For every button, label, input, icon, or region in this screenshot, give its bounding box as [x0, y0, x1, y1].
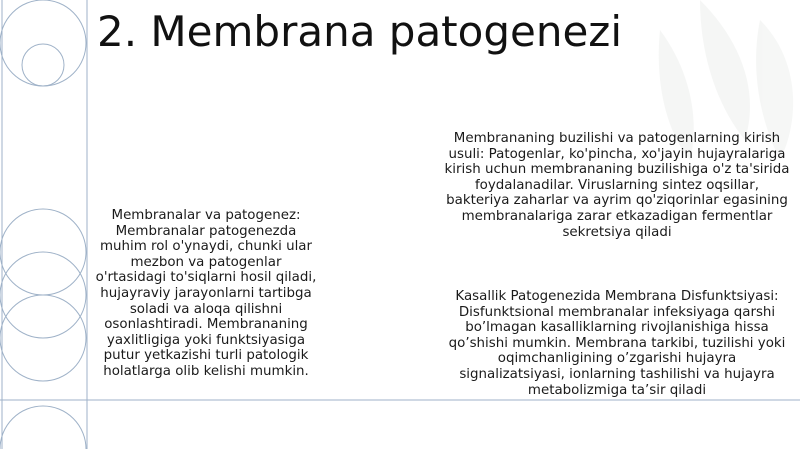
circle-top-small — [22, 44, 64, 86]
circle-mid-1 — [0, 209, 86, 295]
right-paragraph-membrane-dysfunction: Kasallik Patogenezida Membrana Disfunktsiyasi: Disfunktsional membranalar infeksiyaga qarshi bo’lmagan kasalliklarning rivojlanishiga hissa qo’shishi mumkin. Membrana tarkibi, tuzilishi yoki oqimchanligining o’zgarishi hujayra signalizatsiyasi, ionlarning tashilishi va hujayra metabolizmiga ta’sir qiladi — [448, 289, 786, 398]
circle-mid-3 — [0, 295, 86, 381]
right-paragraph-membrane-disruption: Membrananing buzilishi va patogenlarning kirish usuli: Patogenlar, ko'pincha, xo'jayin hujayralariga kirish uchun membrananing buzilishiga o'z ta'sirida foydalanadilar. Viruslarning sintez oqsillar, bakteriya zaharlar va ayrim qo'ziqorinlar egasining membranalariga zarar etkazadigan fermentlar sekretsiya qiladi — [444, 131, 790, 240]
circle-top-large — [0, 0, 86, 86]
left-paragraph: Membranalar va patogenez: Membranalar patogenezda muhim rol o'ynaydi, chunki ular mezbon va patogenlar o'rtasidagi to'siqlarni hosil qiladi, hujayraviy jarayonlarni tartibga soladi va aloqa qilishni osonlashtiradi. Membrananing yaxlitligiga yoki funktsiyasiga putur yetkazishi turli patologik holatlarga olib kelishi mumkin. — [95, 208, 317, 379]
slide-title: 2. Membrana patogenezi — [97, 7, 623, 56]
circle-mid-2 — [0, 252, 86, 338]
arc-bottom — [0, 406, 86, 449]
